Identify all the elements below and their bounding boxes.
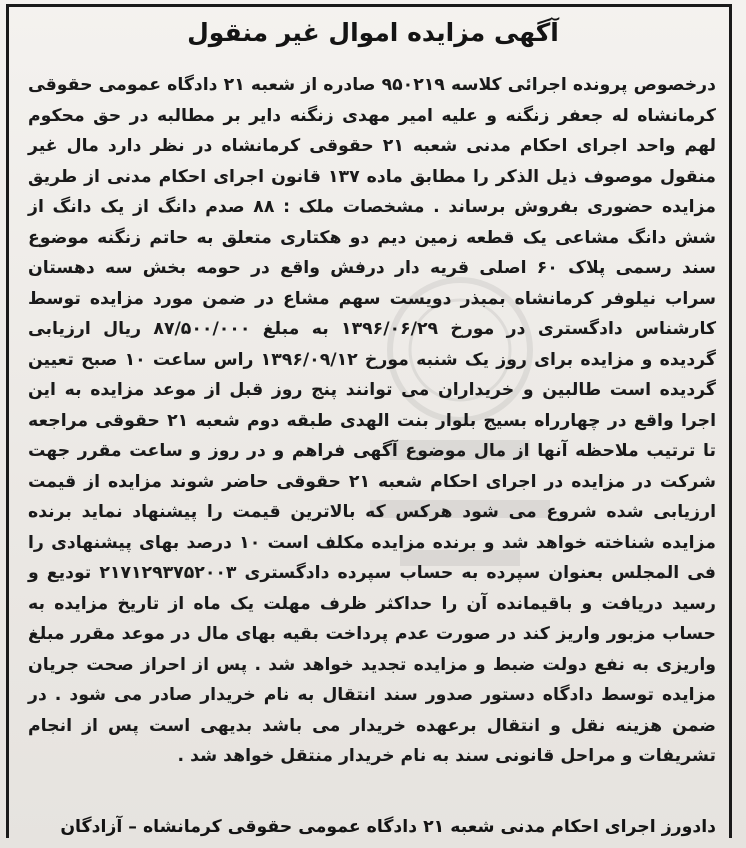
notice-title: آگهی مزایده اموال غیر منقول [187,18,559,47]
notice-signature: دادورز اجرای احکام مدنی شعبه ۲۱ دادگاه عمومی حقوقی کرمانشاه – آزادگان [60,817,716,837]
notice-body: درخصوص پرونده اجرائی کلاسه ۹۵۰۲۱۹ صادره از شعبه ۲۱ دادگاه عمومی حقوقی کرمانشاه له جعفر زنگنه و علیه امیر مهدی زنگنه دایر بر مطالبه در حق محکوم لهم واحد اجرای احکام مدنی شعبه ۲۱ حقوقی کرمانشاه در نظر دارد مال غیر منقول موصوف ذیل الذکر را مطابق ماده ۱۳۷ قانون اجرای احکام مدنی از طریق مزایده حضوری بفروش برساند . مشخصات ملک : ۸۸ صدم دانگ از یک دانگ از شش دانگ مشاعی یک قطعه زمین دیم دو هکتاری متعلق به حاتم زنگنه موضوع سند رسمی پلاک ۶۰ اصلی قریه دار درفش واقع در حومه بخش سه دهستان سراب نیلوفر کرمانشاه بمبذر دویست سهم مشاع در ضمن مورد مزایده توسط کارشناس دادگستری در مورخ ۱۳۹۶/۰۶/۲۹ به مبلغ ۸۷/۵۰۰/۰۰۰ ریال ارزیابی گردیده و مزایده برای روز یک شنبه مورخ ۱۳۹۶/۰۹/۱۲ راس ساعت ۱۰ صبح تعیین گردیده است طالبین و خریداران می توانند پنج روز قبل از موعد مزایده به این اجرا واقع در چهارراه بسیج بلوار بنت الهدی طبقه دوم شعبه ۲۱ حقوقی مراجعه تا ترتیب ملاحظه آنها از مال موضوع آگهی فراهم و در روز و ساعت مقرر جهت شرکت در مزایده در اجرای احکام شعبه ۲۱ حقوقی حاضر شوند مزایده از قیمت ارزیابی شده شروع می شود هرکس که بالاترین قیمت را پیشنهاد نماید برنده مزایده شناخته خواهد شد و برنده مزایده مکلف است ۱۰ درصد بهای پیشنهادی را فی المجلس بعنوان سپرده به حساب سپرده دادگستری ۲۱۷۱۲۹۳۷۵۲۰۰۳ تودیع و رسید دریافت و باقیمانده آن را حداکثر ظرف مهلت یک ماه از تاریخ مزایده به حساب مزبور واریز کند در صورت عدم پرداخت بقیه بهای مال در موعد مقرر مبلغ واریزی به نفع دولت ضبط و مزایده تجدید خواهد شد . پس از احراز صحت جریان مزایده توسط دادگاه دستور صدور سند انتقال به نام خریدار صادر می شود . در ضمن هزینه نقل و انتقال برعهده خریدار می باشد بدیهی است پس از انجام تشریفات و مراحل قانونی سند به نام خریدار منتقل خواهد شد . [28,75,717,766]
